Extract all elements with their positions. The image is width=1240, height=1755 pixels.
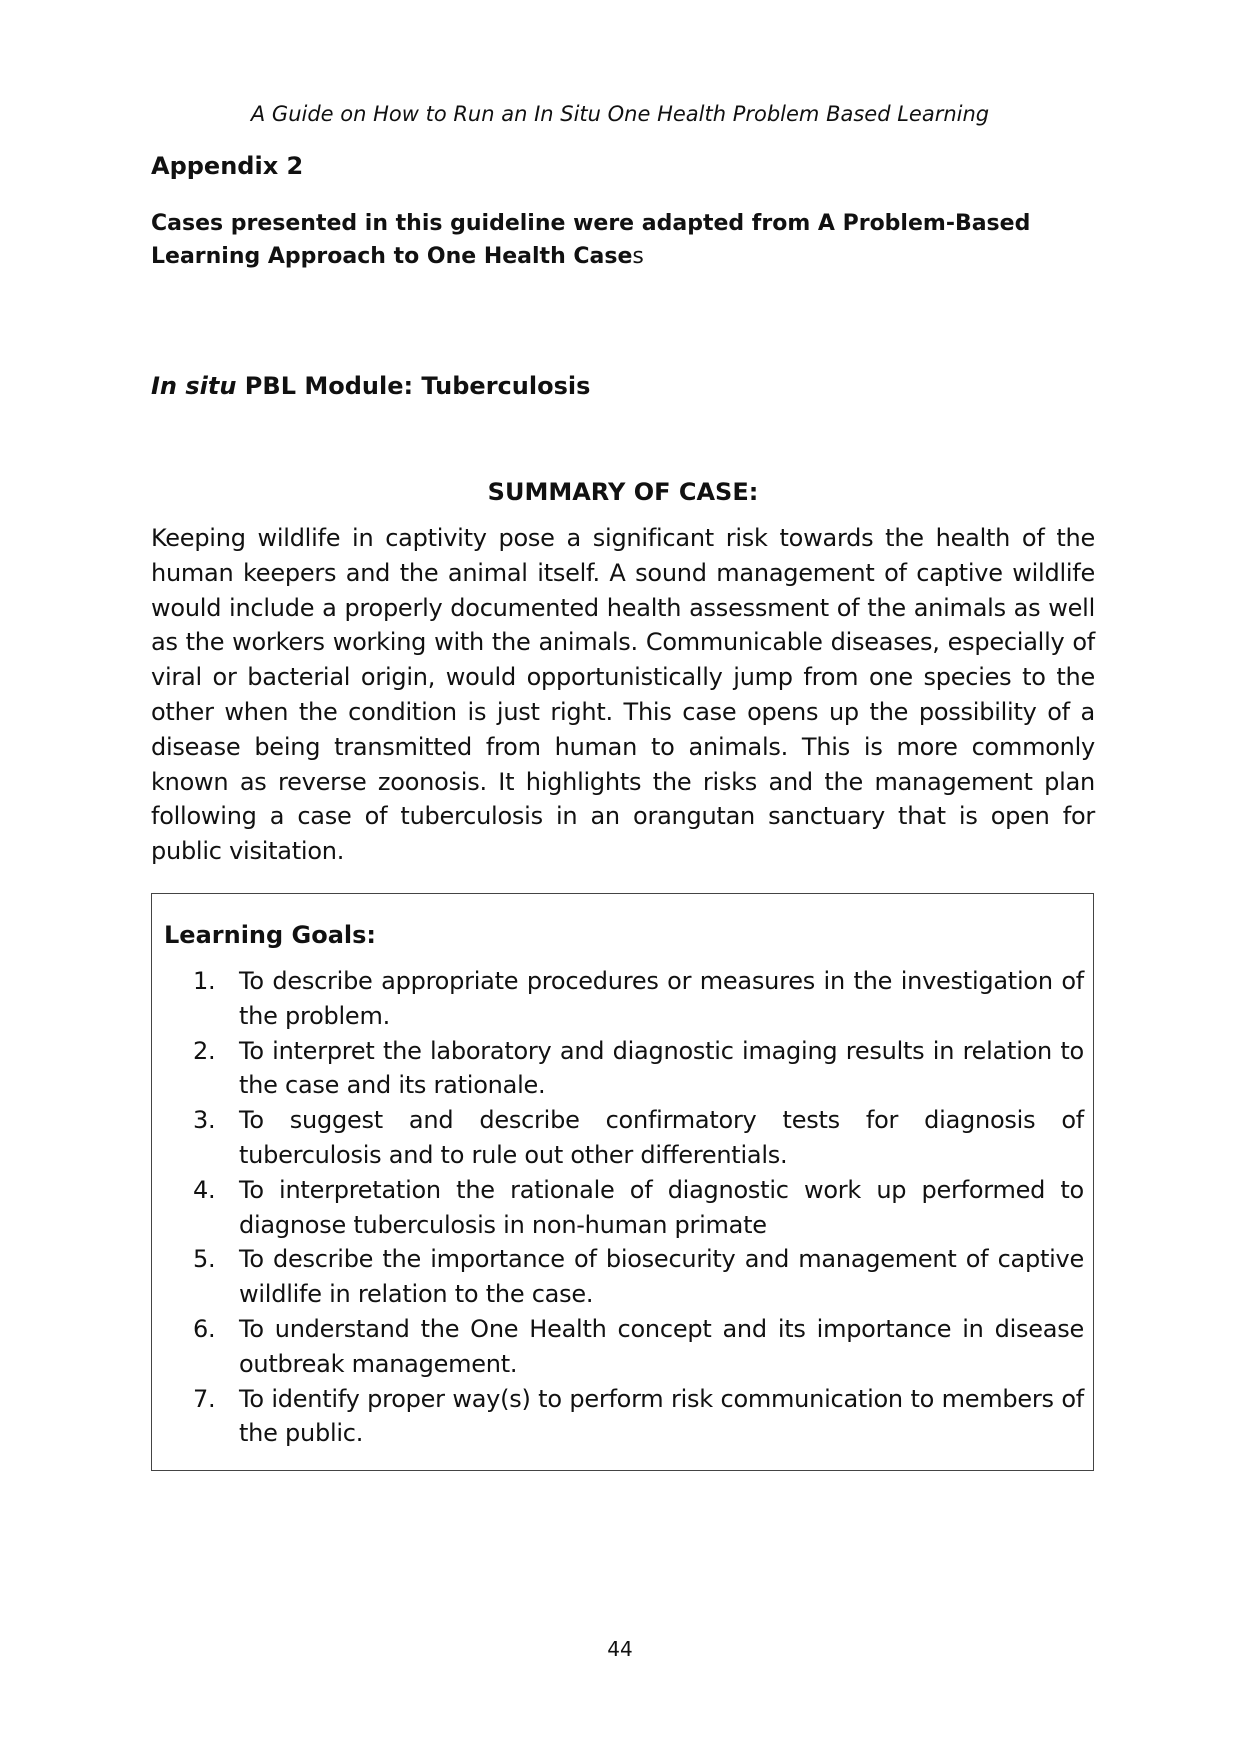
learning-goal-text: To interpret the laboratory and diagnostic imaging results in relation to the case and its rationale. xyxy=(239,1036,1084,1100)
learning-goal-item xyxy=(152,1034,1095,1104)
running-header: A Guide on How to Run an In Situ One Health Problem Based Learning xyxy=(250,102,990,126)
module-title xyxy=(151,371,590,401)
source-note xyxy=(151,207,1101,273)
learning-goal-item xyxy=(152,1173,1095,1243)
learning-goal-item xyxy=(152,1242,1095,1312)
source-note-tail: s xyxy=(632,244,644,269)
summary-heading: SUMMARY OF CASE: xyxy=(487,478,759,506)
summary-paragraph: Keeping wildlife in captivity pose a significant risk towards the health of the human keepers and the animal itself. A sound management of captive wildlife would include a properly documented health assessment of the animals as well as the workers working with the animals. Communicable diseases, especially of viral or bacterial origin, would opportunistically jump from one species to the other when the condition is just right. This case opens up the possibility of a disease being transmitted from human to animals. This is more commonly known as reverse zoonosis. It highlights the risks and the management plan following a case of tuberculosis in an orangutan sanctuary that is open for public visitation. xyxy=(151,524,1095,866)
learning-goal-number: 6. xyxy=(193,1314,216,1343)
learning-goal-text: To describe the importance of biosecurity and management of captive wildlife in relation to the case. xyxy=(239,1245,1084,1309)
learning-goal-text: To suggest and describe confirmatory tests for diagnosis of tuberculosis and to rule out other differentials. xyxy=(239,1106,1084,1169)
learning-goal-text: To describe appropriate procedures or measures in the investigation of the problem. xyxy=(239,967,1084,1030)
learning-goal-item xyxy=(152,1103,1095,1173)
learning-goal-text: To understand the One Health concept and its importance in disease outbreak management. xyxy=(239,1314,1084,1378)
learning-goal-item xyxy=(152,1382,1095,1452)
module-title-text: PBL Module: Tuberculosis xyxy=(236,372,591,400)
learning-goal-text: To identify proper way(s) to perform risk communication to members of the public. xyxy=(239,1384,1084,1448)
learning-goal-item xyxy=(152,1312,1095,1382)
learning-goals-box xyxy=(151,893,1094,1471)
learning-goal-item xyxy=(152,964,1095,1034)
learning-goal-number: 3. xyxy=(193,1106,216,1135)
learning-goals-list xyxy=(152,964,1095,1451)
learning-goal-number: 4. xyxy=(193,1175,216,1204)
page-number: 44 xyxy=(607,1637,633,1661)
learning-goals-heading: Learning Goals: xyxy=(164,921,377,949)
module-title-prefix: In situ xyxy=(151,372,237,400)
appendix-title: Appendix 2 xyxy=(151,152,304,180)
learning-goal-text: To interpretation the rationale of diagnostic work up performed to diagnose tuberculosis in non-human primate xyxy=(239,1175,1084,1239)
learning-goal-number: 5. xyxy=(193,1245,216,1274)
learning-goal-number: 1. xyxy=(193,967,216,995)
source-note-main: Cases presented in this guideline were adapted from A Problem-Based Learning Approach to One Health Case xyxy=(151,211,1031,269)
learning-goal-number: 7. xyxy=(193,1384,216,1413)
learning-goal-number: 2. xyxy=(193,1036,216,1065)
